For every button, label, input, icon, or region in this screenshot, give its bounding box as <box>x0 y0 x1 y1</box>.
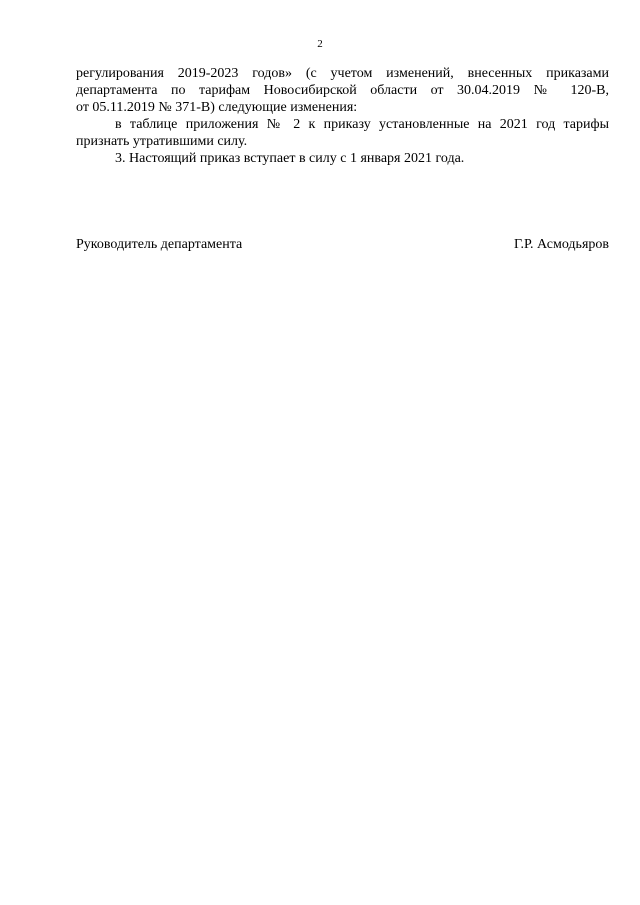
page-number: 2 <box>317 38 323 50</box>
text-line: в таблице приложения № 2 к приказу установленные на 2021 год тарифы <box>115 117 609 132</box>
text-line: от 05.11.2019 № 371-В) следующие изменения: <box>76 100 358 115</box>
signature-block <box>76 236 609 253</box>
text-line: признать утратившими силу. <box>76 134 248 149</box>
document-body <box>76 65 609 167</box>
text-line: регулирования 2019-2023 годов» (с учетом изменений, внесенных приказами <box>76 66 609 81</box>
clause-3: 3. Настоящий приказ вступает в силу с 1 января 2021 года. <box>115 151 465 166</box>
text-line: департамента по тарифам Новосибирской области от 30.04.2019 № 120-В, <box>76 83 609 98</box>
signatory-name: Г.Р. Асмодьяров <box>513 237 609 252</box>
signatory-position: Руководитель департамента <box>76 237 243 252</box>
